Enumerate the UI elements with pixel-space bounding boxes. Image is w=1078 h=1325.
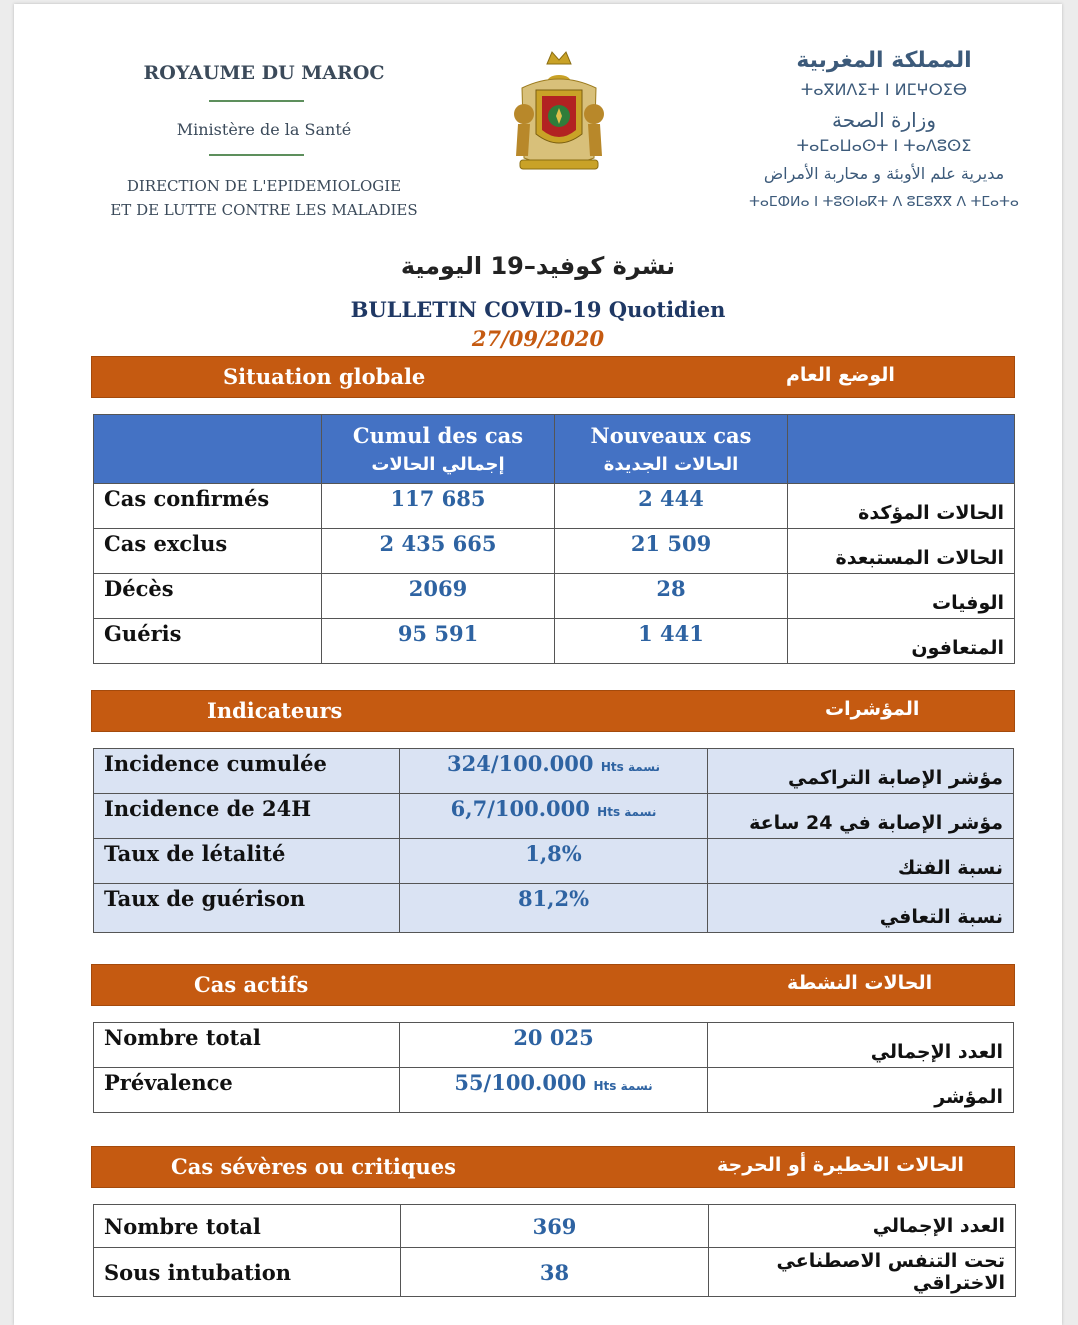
tif-kingdom: ⵜⴰⴳⵍⴷⵉⵜ ⵏ ⵍⵎⵖⵔⵉⴱ <box>800 80 968 99</box>
table-row <box>94 884 1014 933</box>
indicateurs-table <box>93 748 1014 933</box>
fr-direction-line2: ET DE LUTTE CONTRE LES MALADIES <box>110 201 418 219</box>
actifs-title-ar: الحالات النشطة <box>787 972 933 994</box>
row-label-fr: Guéris <box>94 619 322 664</box>
row-label-ar: مؤشر الإصابة التراكمي <box>708 749 1014 794</box>
table-row <box>94 749 1014 794</box>
header-new-ar: الحالات الجديدة <box>603 454 739 475</box>
ar-direction: مديرية علم الأوبئة و محاربة الأمراض <box>763 164 1005 183</box>
table-row <box>94 1248 1016 1297</box>
row-cumul-value: 2069 <box>322 574 555 619</box>
title-ar: نشرة كوفيد–19 اليومية <box>400 252 676 280</box>
situation-section-bar <box>91 356 1015 398</box>
row-value: 20 025 <box>400 1023 708 1068</box>
bulletin-page <box>14 4 1062 1325</box>
table-row <box>94 1068 1014 1113</box>
row-value: 1,8% <box>400 839 708 884</box>
divider <box>209 100 304 102</box>
fr-direction <box>94 174 434 222</box>
severes-section-bar <box>91 1146 1015 1188</box>
table-header-row <box>94 415 1015 484</box>
row-value-text: 324/100.000 <box>447 751 594 776</box>
row-label-fr: Nombre total <box>94 1023 400 1068</box>
row-new-value: 21 509 <box>555 529 788 574</box>
title-fr: BULLETIN COVID-19 Quotidien <box>350 297 726 322</box>
row-new-value: 2 444 <box>555 484 788 529</box>
fr-direction-line1: DIRECTION DE L'EPIDEMIOLOGIE <box>126 177 402 195</box>
row-label-fr: Cas confirmés <box>94 484 322 529</box>
table-row <box>94 794 1014 839</box>
row-unit: Hts نسمة <box>597 805 657 819</box>
row-label-ar: العدد الإجمالي <box>708 1023 1014 1068</box>
row-value <box>400 749 708 794</box>
actifs-table <box>93 1022 1014 1113</box>
row-label-fr: Sous intubation <box>94 1248 401 1297</box>
row-label-fr: Incidence cumulée <box>94 749 400 794</box>
row-unit: Hts نسمة <box>600 760 660 774</box>
row-value: 369 <box>401 1205 709 1248</box>
situation-title-fr: Situation globale <box>223 364 426 389</box>
row-cumul-value: 2 435 665 <box>322 529 555 574</box>
table-row <box>94 484 1015 529</box>
table-row <box>94 574 1015 619</box>
table-row <box>94 1023 1014 1068</box>
header-empty <box>94 415 322 484</box>
row-value-text: 6,7/100.000 <box>450 796 590 821</box>
tif-ministry: ⵜⴰⵎⴰⵡⴰⵙⵜ ⵏ ⵜⴰⴷⵓⵙⵉ <box>796 136 972 155</box>
row-value: 38 <box>401 1248 709 1297</box>
row-label-ar: نسبة الفتك <box>708 839 1014 884</box>
row-cumul-value: 95 591 <box>322 619 555 664</box>
coat-of-arms-icon <box>502 48 616 178</box>
row-label-fr: Taux de guérison <box>94 884 400 933</box>
fr-kingdom: ROYAUME DU MAROC <box>143 62 385 84</box>
header-cumul-ar: إجمالي الحالات <box>371 454 505 475</box>
header-empty-ar <box>788 415 1015 484</box>
severes-title-fr: Cas sévères ou critiques <box>171 1154 456 1179</box>
row-label-ar: العدد الإجمالي <box>709 1205 1016 1248</box>
actifs-section-bar <box>91 964 1015 1006</box>
row-label-fr: Cas exclus <box>94 529 322 574</box>
situation-title-ar: الوضع العام <box>786 364 895 386</box>
indicateurs-title-ar: المؤشرات <box>825 698 920 720</box>
row-label-fr: Taux de létalité <box>94 839 400 884</box>
row-value <box>400 794 708 839</box>
table-row <box>94 839 1014 884</box>
row-label-ar: الحالات المستبعدة <box>788 529 1015 574</box>
row-label-fr: Prévalence <box>94 1068 400 1113</box>
header-cumul <box>322 415 555 484</box>
row-value-text: 55/100.000 <box>454 1070 587 1095</box>
header-new-fr: Nouveaux cas <box>590 423 752 448</box>
row-cumul-value: 117 685 <box>322 484 555 529</box>
row-unit: Hts نسمة <box>593 1079 653 1093</box>
row-label-ar: المؤشر <box>708 1068 1014 1113</box>
table-row <box>94 619 1015 664</box>
row-label-ar: الوفيات <box>788 574 1015 619</box>
row-value <box>400 1068 708 1113</box>
tif-direction: ⵜⴰⵎⵀⵍⴰ ⵏ ⵜⵓⵙⵏⴰⴽⵜ ⴷ ⵓⵎⵓⴳⴳ ⴷ ⵜⵎⴰⵜⴰ <box>749 194 1019 210</box>
table-row <box>94 1205 1016 1248</box>
row-label-ar: المتعافون <box>788 619 1015 664</box>
ar-ministry: وزارة الصحة <box>832 108 936 132</box>
situation-table <box>93 414 1015 664</box>
row-label-ar: تحت التنفس الاصطناعي الاختراقي <box>709 1248 1016 1297</box>
row-value: 81,2% <box>400 884 708 933</box>
bulletin-date: 27/09/2020 <box>471 326 605 351</box>
row-label-ar: مؤشر الإصابة في 24 ساعة <box>708 794 1014 839</box>
indicateurs-section-bar <box>91 690 1015 732</box>
row-new-value: 1 441 <box>555 619 788 664</box>
table-row <box>94 529 1015 574</box>
row-label-fr: Incidence de 24H <box>94 794 400 839</box>
row-label-ar: الحالات المؤكدة <box>788 484 1015 529</box>
actifs-title-fr: Cas actifs <box>194 972 309 997</box>
severes-table <box>93 1204 1016 1297</box>
row-label-fr: Décès <box>94 574 322 619</box>
severes-title-ar: الحالات الخطيرة أو الحرجة <box>717 1154 964 1176</box>
header-new <box>555 415 788 484</box>
header-cumul-fr: Cumul des cas <box>352 423 524 448</box>
indicateurs-title-fr: Indicateurs <box>207 698 343 723</box>
row-label-ar: نسبة التعافي <box>708 884 1014 933</box>
row-label-fr: Nombre total <box>94 1205 401 1248</box>
fr-ministry: Ministère de la Santé <box>176 120 352 139</box>
row-new-value: 28 <box>555 574 788 619</box>
divider <box>209 154 304 156</box>
ar-kingdom: المملكة المغربية <box>796 48 972 73</box>
